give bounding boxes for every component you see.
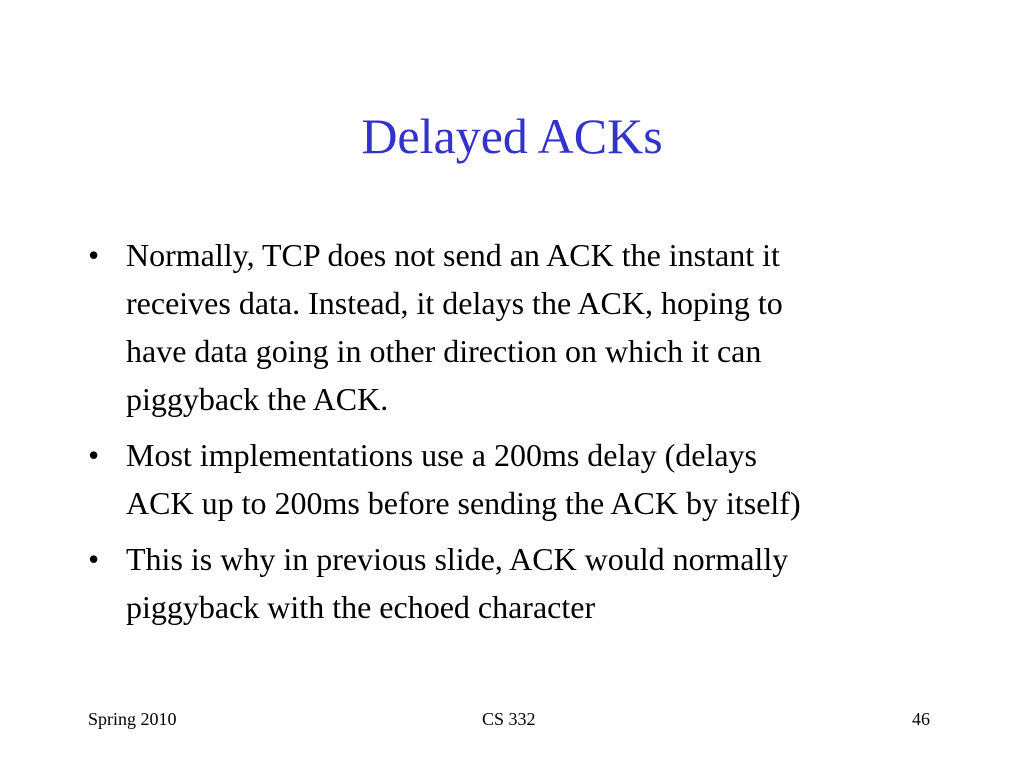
bullet-item-2 bbox=[88, 431, 988, 527]
footer-course: CS 332 bbox=[482, 709, 536, 729]
bullet-item-3 bbox=[88, 535, 988, 631]
bullet-text: Normally, TCP does not send an ACK the instant it receives data. Instead, it delays the ACK, hoping to have data going in other direction on which it can piggyback the ACK. bbox=[126, 237, 783, 417]
bullet-item-1 bbox=[88, 231, 988, 423]
bullet-point-icon: • bbox=[88, 237, 100, 273]
bullet-list bbox=[88, 231, 988, 639]
footer-date: Spring 2010 bbox=[88, 709, 177, 729]
bullet-text: Most implementations use a 200ms delay (delays ACK up to 200ms before sending the ACK by itself) bbox=[126, 437, 801, 521]
bullet-text: This is why in previous slide, ACK would normally piggyback with the echoed character bbox=[126, 541, 789, 625]
footer-slide-number: 46 bbox=[912, 709, 930, 729]
slide-title: Delayed ACKs bbox=[361, 108, 663, 164]
bullet-point-icon: • bbox=[88, 541, 100, 577]
bullet-point-icon: • bbox=[88, 437, 100, 473]
